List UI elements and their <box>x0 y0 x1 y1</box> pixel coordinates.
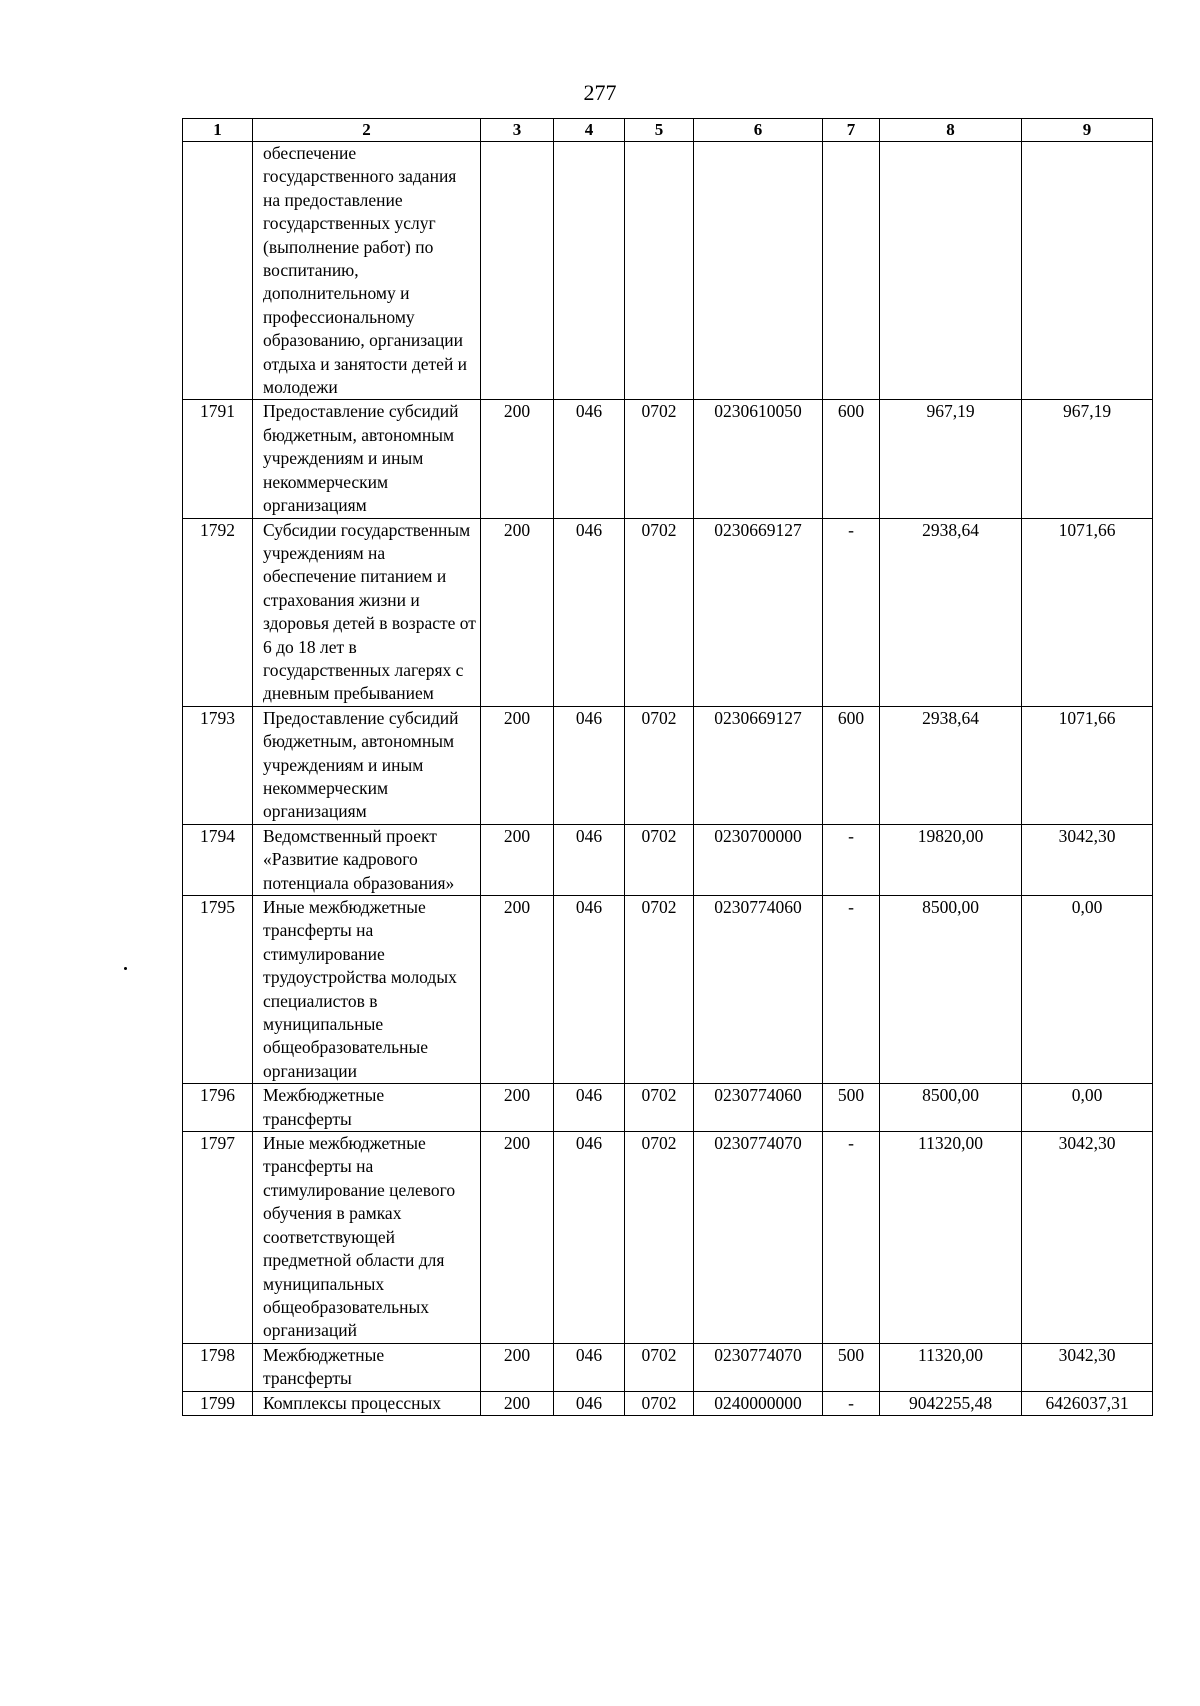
cell-col5: 0702 <box>625 1132 694 1344</box>
table-row <box>183 1084 1153 1132</box>
table-body <box>183 142 1153 1416</box>
row-description: Субсидии государственным учреждениям на обеспечение питанием и страхования жизни и здоровья детей в возрасте от 6 до 18 лет в государственных лагерях с дневным пребыванием <box>253 518 481 706</box>
row-number: 1791 <box>183 400 253 518</box>
column-header-2: 2 <box>253 119 481 142</box>
cell-col7: - <box>823 896 880 1084</box>
table-row <box>183 896 1153 1084</box>
row-description: Предоставление субсидий бюджетным, автономным учреждениям и иным некоммерческим организациям <box>253 706 481 824</box>
row-number: 1793 <box>183 706 253 824</box>
cell-col9: 6426037,31 <box>1022 1391 1153 1415</box>
column-header-6: 6 <box>694 119 823 142</box>
cell-col4: 046 <box>554 1084 625 1132</box>
cell-col8: 967,19 <box>880 400 1022 518</box>
cell-col3: 200 <box>481 824 554 895</box>
cell-col3: 200 <box>481 1391 554 1415</box>
cell-col6: 0240000000 <box>694 1391 823 1415</box>
table-header <box>183 119 1153 142</box>
cell-col3: 200 <box>481 1132 554 1344</box>
cell-col6: 0230774060 <box>694 896 823 1084</box>
row-number <box>183 142 253 400</box>
column-header-8: 8 <box>880 119 1022 142</box>
cell-col4: 046 <box>554 1343 625 1391</box>
cell-col5: 0702 <box>625 1391 694 1415</box>
table-row <box>183 824 1153 895</box>
row-description: Иные межбюджетные трансферты на стимулирование целевого обучения в рамках соответствующей предметной области для муниципальных общеобразовательных организаций <box>253 1132 481 1344</box>
cell-col3: 200 <box>481 1084 554 1132</box>
page-number: 277 <box>583 80 617 105</box>
cell-col8: 19820,00 <box>880 824 1022 895</box>
cell-col7: - <box>823 824 880 895</box>
row-description: Комплексы процессных <box>253 1391 481 1415</box>
cell-col3: 200 <box>481 896 554 1084</box>
cell-col7: 600 <box>823 400 880 518</box>
cell-col9: 3042,30 <box>1022 824 1153 895</box>
row-number: 1799 <box>183 1391 253 1415</box>
cell-col3: 200 <box>481 1343 554 1391</box>
cell-col3 <box>481 142 554 400</box>
cell-col4: 046 <box>554 824 625 895</box>
cell-col9 <box>1022 142 1153 400</box>
row-number: 1796 <box>183 1084 253 1132</box>
cell-col7: - <box>823 1391 880 1415</box>
row-number: 1795 <box>183 896 253 1084</box>
cell-col8: 11320,00 <box>880 1132 1022 1344</box>
cell-col9: 3042,30 <box>1022 1132 1153 1344</box>
cell-col3: 200 <box>481 400 554 518</box>
row-description: обеспечение государственного задания на предоставление государственных услуг (выполнение работ) по воспитанию, дополнительному и профессиональному образованию, организации отдыха и занятости детей и молодежи <box>253 142 481 400</box>
budget-table <box>182 118 1153 1416</box>
cell-col4: 046 <box>554 518 625 706</box>
cell-col7: 500 <box>823 1343 880 1391</box>
cell-col6: 0230774070 <box>694 1343 823 1391</box>
cell-col8: 8500,00 <box>880 1084 1022 1132</box>
cell-col6 <box>694 142 823 400</box>
cell-col7: - <box>823 1132 880 1344</box>
cell-col4: 046 <box>554 706 625 824</box>
cell-col5: 0702 <box>625 1343 694 1391</box>
row-description: Межбюджетные трансферты <box>253 1084 481 1132</box>
cell-col6: 0230669127 <box>694 518 823 706</box>
cell-col5: 0702 <box>625 1084 694 1132</box>
cell-col4 <box>554 142 625 400</box>
cell-col7: 500 <box>823 1084 880 1132</box>
stray-dot <box>124 967 127 970</box>
column-header-9: 9 <box>1022 119 1153 142</box>
cell-col7: - <box>823 518 880 706</box>
row-description: Предоставление субсидий бюджетным, автономным учреждениям и иным некоммерческим организациям <box>253 400 481 518</box>
cell-col5: 0702 <box>625 400 694 518</box>
cell-col8: 9042255,48 <box>880 1391 1022 1415</box>
table-row <box>183 1343 1153 1391</box>
column-header-3: 3 <box>481 119 554 142</box>
cell-col9: 0,00 <box>1022 896 1153 1084</box>
table-row <box>183 1132 1153 1344</box>
row-description: Иные межбюджетные трансферты на стимулирование трудоустройства молодых специалистов в муниципальные общеобразовательные организации <box>253 896 481 1084</box>
cell-col4: 046 <box>554 1132 625 1344</box>
cell-col9: 1071,66 <box>1022 706 1153 824</box>
column-header-4: 4 <box>554 119 625 142</box>
cell-col9: 3042,30 <box>1022 1343 1153 1391</box>
table-row <box>183 1391 1153 1415</box>
row-description: Ведомственный проект «Развитие кадрового потенциала образования» <box>253 824 481 895</box>
cell-col7: 600 <box>823 706 880 824</box>
column-header-1: 1 <box>183 119 253 142</box>
cell-col3: 200 <box>481 706 554 824</box>
cell-col6: 0230700000 <box>694 824 823 895</box>
table-row <box>183 400 1153 518</box>
cell-col9: 0,00 <box>1022 1084 1153 1132</box>
cell-col5 <box>625 142 694 400</box>
cell-col8: 8500,00 <box>880 896 1022 1084</box>
row-number: 1798 <box>183 1343 253 1391</box>
row-number: 1792 <box>183 518 253 706</box>
column-header-5: 5 <box>625 119 694 142</box>
budget-table-container <box>182 118 1153 1416</box>
table-row <box>183 706 1153 824</box>
cell-col5: 0702 <box>625 518 694 706</box>
cell-col5: 0702 <box>625 706 694 824</box>
cell-col8: 2938,64 <box>880 518 1022 706</box>
cell-col4: 046 <box>554 1391 625 1415</box>
header-row <box>183 119 1153 142</box>
cell-col6: 0230669127 <box>694 706 823 824</box>
cell-col7 <box>823 142 880 400</box>
cell-col6: 0230774060 <box>694 1084 823 1132</box>
cell-col9: 1071,66 <box>1022 518 1153 706</box>
row-number: 1794 <box>183 824 253 895</box>
cell-col4: 046 <box>554 896 625 1084</box>
cell-col6: 0230610050 <box>694 400 823 518</box>
cell-col6: 0230774070 <box>694 1132 823 1344</box>
column-header-7: 7 <box>823 119 880 142</box>
cell-col8: 11320,00 <box>880 1343 1022 1391</box>
row-description: Межбюджетные трансферты <box>253 1343 481 1391</box>
cell-col5: 0702 <box>625 824 694 895</box>
cell-col8: 2938,64 <box>880 706 1022 824</box>
table-row <box>183 518 1153 706</box>
cell-col3: 200 <box>481 518 554 706</box>
cell-col5: 0702 <box>625 896 694 1084</box>
row-number: 1797 <box>183 1132 253 1344</box>
cell-col8 <box>880 142 1022 400</box>
cell-col4: 046 <box>554 400 625 518</box>
table-row <box>183 142 1153 400</box>
cell-col9: 967,19 <box>1022 400 1153 518</box>
